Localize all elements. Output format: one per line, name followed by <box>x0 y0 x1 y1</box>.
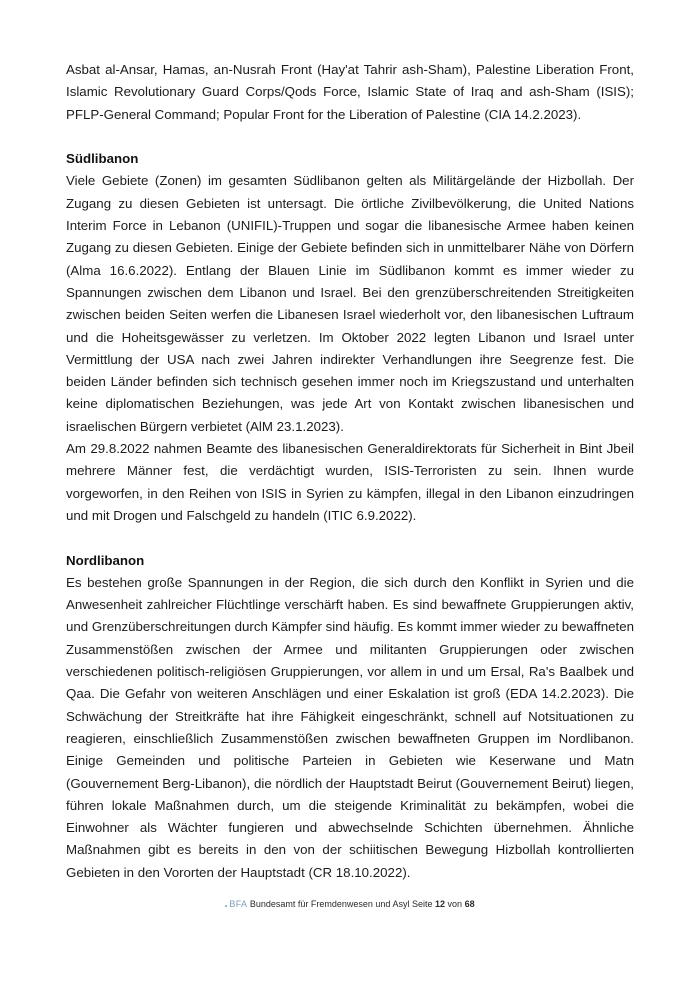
page-content <box>66 59 634 884</box>
section-heading-nordlibanon: Nordlibanon <box>66 552 145 568</box>
section-heading-suedlibanon: Südlibanon <box>66 151 139 167</box>
paragraph-suedlibanon-1: Viele Gebiete (Zonen) im gesamten Südlibanon gelten als Militärgelände der Hizbollah. Der Zugang zu diesen Gebieten ist untersagt. Die örtliche Zivilbevölkerung, die United Nations Interim Force in Lebanon (UNIFIL)-Truppen und sogar die libanesische Armee haben keinen Zugang zu diesen Gebieten. Einige der Gebiete befinden sich in unmittelbarer Nähe von Dörfern (Alma 16.6.2022). Entlang der Blauen Linie im Südlibanon kommt es immer wieder zu Spannungen zwischen dem Libanon und Israel. Bei den grenzüberschreitenden Streitigkeiten zwischen beiden Seiten werfen die Libanesen Israel wiederholt vor, den libanesischen Luftraum und die Hoheitsgewässer zu verletzen. Im Oktober 2022 legten Libanon und Israel unter Vermittlung der USA nach zwei Jahren indirekter Verhandlungen ihre Seegrenze fest. Die beiden Länder befinden sich technisch gesehen immer noch im Kriegszustand und unterhalten keine diplomatischen Beziehungen, was jede Art von Kontakt zwischen libanesischen und israelischen Bürgern verbietet (AlM 23.1.2023). <box>66 173 634 434</box>
footer-org-name: Bundesamt für Fremdenwesen und Asyl <box>249 899 410 909</box>
bfa-logo-mark <box>225 905 227 907</box>
paragraph-terror-groups: Asbat al-Ansar, Hamas, an-Nusrah Front (Hay'at Tahrir ash-Sham), Palestine Liberation Front, Islamic Revolutionary Guard Corps/Qods Force, Islamic State of Iraq and ash-Sham (ISIS); PFLP-General Command; Popular Front for the Liberation of Palestine (CIA 14.2.2023). <box>66 62 634 122</box>
paragraph-nordlibanon-1: Es bestehen große Spannungen in der Region, die sich durch den Konflikt in Syrien und die Anwesenheit zahlreicher Flüchtlinge verschärft haben. Es sind bewaffnete Gruppierungen aktiv, und Grenzüberschreitungen durch Kämpfer sind häufig. Es kommt immer wieder zu bewaffneten Zusammenstößen zwischen der Armee und militanten Gruppierungen oder zwischen verschiedenen politisch-religiösen Gruppierungen, vor allem in und um Ersal, Ra's Baalbek und Qaa. Die Gefahr von weiteren Anschlägen und einer Eskalation ist groß (EDA 14.2.2023). Die Schwächung der Streitkräfte hat ihre Fähigkeit eingeschränkt, schnell auf Notsituationen zu reagieren, einschließlich Zusammenstößen zwischen bewaffneten Gruppen im Nordlibanon. Einige Gemeinden und politische Parteien in Gebieten wie Keserwane und Matn (Gouvernement Berg-Libanon), die nördlich der Hauptstadt Beirut (Gouvernement Beirut) liegen, führen lokale Maßnahmen durch, um die steigende Kriminalität zu bekämpfen, wobei die Einwohner als Wächter fungieren und abwechselnde Schichten übernehmen. Ähnliche Maßnahmen gibt es bereits in den von der schiitischen Bewegung Hizbollah kontrollierten Gebieten in den Vororten der Hauptstadt (CR 18.10.2022). <box>66 574 634 880</box>
footer-page-label: Seite <box>411 899 433 909</box>
paragraph-suedlibanon-2: Am 29.8.2022 nahmen Beamte des libanesischen Generaldirektorats für Sicherheit in Bint Jbeil mehrere Männer fest, die verdächtigt wurden, ISIS-Terroristen zu sein. Ihnen wurde vorgeworfen, in den Reihen von ISIS in Syrien zu kämpfen, illegal in den Libanon einzudringen und mit Drogen und Falschgeld zu handeln (ITIC 6.9.2022). <box>66 441 634 523</box>
footer-total-pages: 68 <box>464 899 475 909</box>
footer-page-number: 12 <box>435 899 446 909</box>
bfa-logo: BFA <box>229 899 248 909</box>
footer-of-label: von <box>447 899 463 909</box>
page-footer <box>0 898 700 911</box>
